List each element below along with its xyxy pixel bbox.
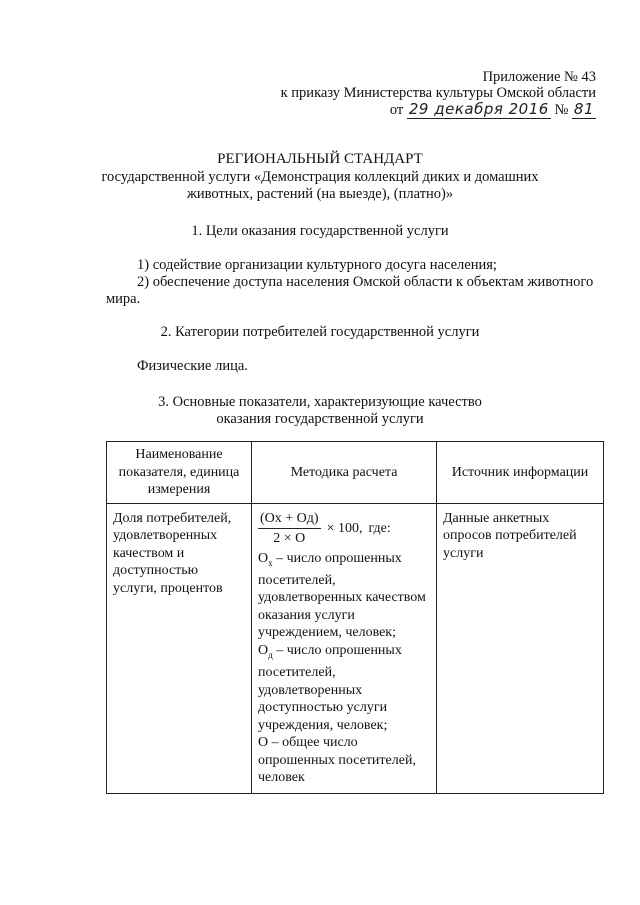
def2-subscript: д bbox=[268, 649, 273, 660]
table-row bbox=[107, 503, 604, 793]
definition-visitors-quality bbox=[258, 550, 430, 642]
indicators-table bbox=[106, 441, 604, 794]
definition-visitors-accessibility bbox=[258, 642, 430, 734]
indicator-name: Доля потребителей, удовлетворенных качеством и доступностью услуги, процентов bbox=[113, 510, 232, 596]
document-subtitle-line-1: государственной услуги «Демонстрация коллекций диких и домашних bbox=[101, 169, 539, 185]
section-3-heading-line-2: оказания государственной услуги bbox=[216, 411, 424, 427]
def2-symbol: О bbox=[258, 642, 269, 658]
order-date-line bbox=[390, 100, 596, 119]
document-subtitle-line-2: животных, растений (на выезде), (платно)» bbox=[186, 186, 454, 202]
handwritten-number: 81 bbox=[573, 100, 594, 118]
number-prefix: № bbox=[554, 102, 569, 118]
section-2-text: Физические лица. bbox=[137, 358, 248, 374]
header-indicator-name: Наименование показателя, единица измерения bbox=[107, 442, 252, 504]
header-information-source: Источник информации bbox=[437, 442, 604, 504]
section-3-heading-line-1: 3. Основные показатели, характеризующие качество bbox=[158, 394, 482, 410]
formula-where: где: bbox=[368, 520, 391, 536]
table-header-row bbox=[107, 442, 604, 504]
def2-text: – число опрошенных посетителей, удовлетворенных доступностью услуги учреждения, человек; bbox=[258, 642, 402, 733]
formula bbox=[258, 510, 430, 548]
section-1-item-2-continued: мира. bbox=[106, 291, 141, 307]
document-title: РЕГИОНАЛЬНЫЙ СТАНДАРТ bbox=[217, 151, 423, 167]
def1-subscript: х bbox=[268, 557, 273, 568]
formula-denominator: 2 × O bbox=[273, 531, 306, 546]
section-1-item-1: 1) содействие организации культурного досуга населения; bbox=[137, 257, 497, 273]
indicator-name-cell bbox=[107, 503, 252, 793]
formula-numerator: (Oх + Oд) bbox=[258, 510, 321, 530]
formula-fraction bbox=[258, 510, 321, 548]
header-calculation-method: Методика расчета bbox=[252, 442, 437, 504]
section-1-heading: 1. Цели оказания государственной услуги bbox=[191, 223, 449, 239]
information-source-cell bbox=[437, 503, 604, 793]
order-reference: к приказу Министерства культуры Омской области bbox=[280, 85, 596, 101]
information-source: Данные анкетных опросов потребителей услуги bbox=[443, 510, 577, 561]
date-prefix: от bbox=[389, 102, 404, 118]
definition-total-visitors: О – общее число опрошенных посетителей, человек bbox=[258, 735, 416, 786]
def1-text: – число опрошенных посетителей, удовлетворенных качеством оказания услуги учреждением, человек; bbox=[258, 550, 426, 641]
def1-symbol: О bbox=[258, 550, 269, 566]
calculation-method-cell bbox=[252, 503, 437, 793]
section-2-heading: 2. Категории потребителей государственной услуги bbox=[160, 324, 480, 340]
handwritten-date: 29 декабря 2016 bbox=[408, 100, 549, 118]
appendix-number: Приложение № 43 bbox=[482, 69, 596, 85]
section-1-item-2: 2) обеспечение доступа населения Омской области к объектам животного bbox=[137, 274, 594, 290]
formula-multiplier: × 100, bbox=[326, 520, 363, 536]
